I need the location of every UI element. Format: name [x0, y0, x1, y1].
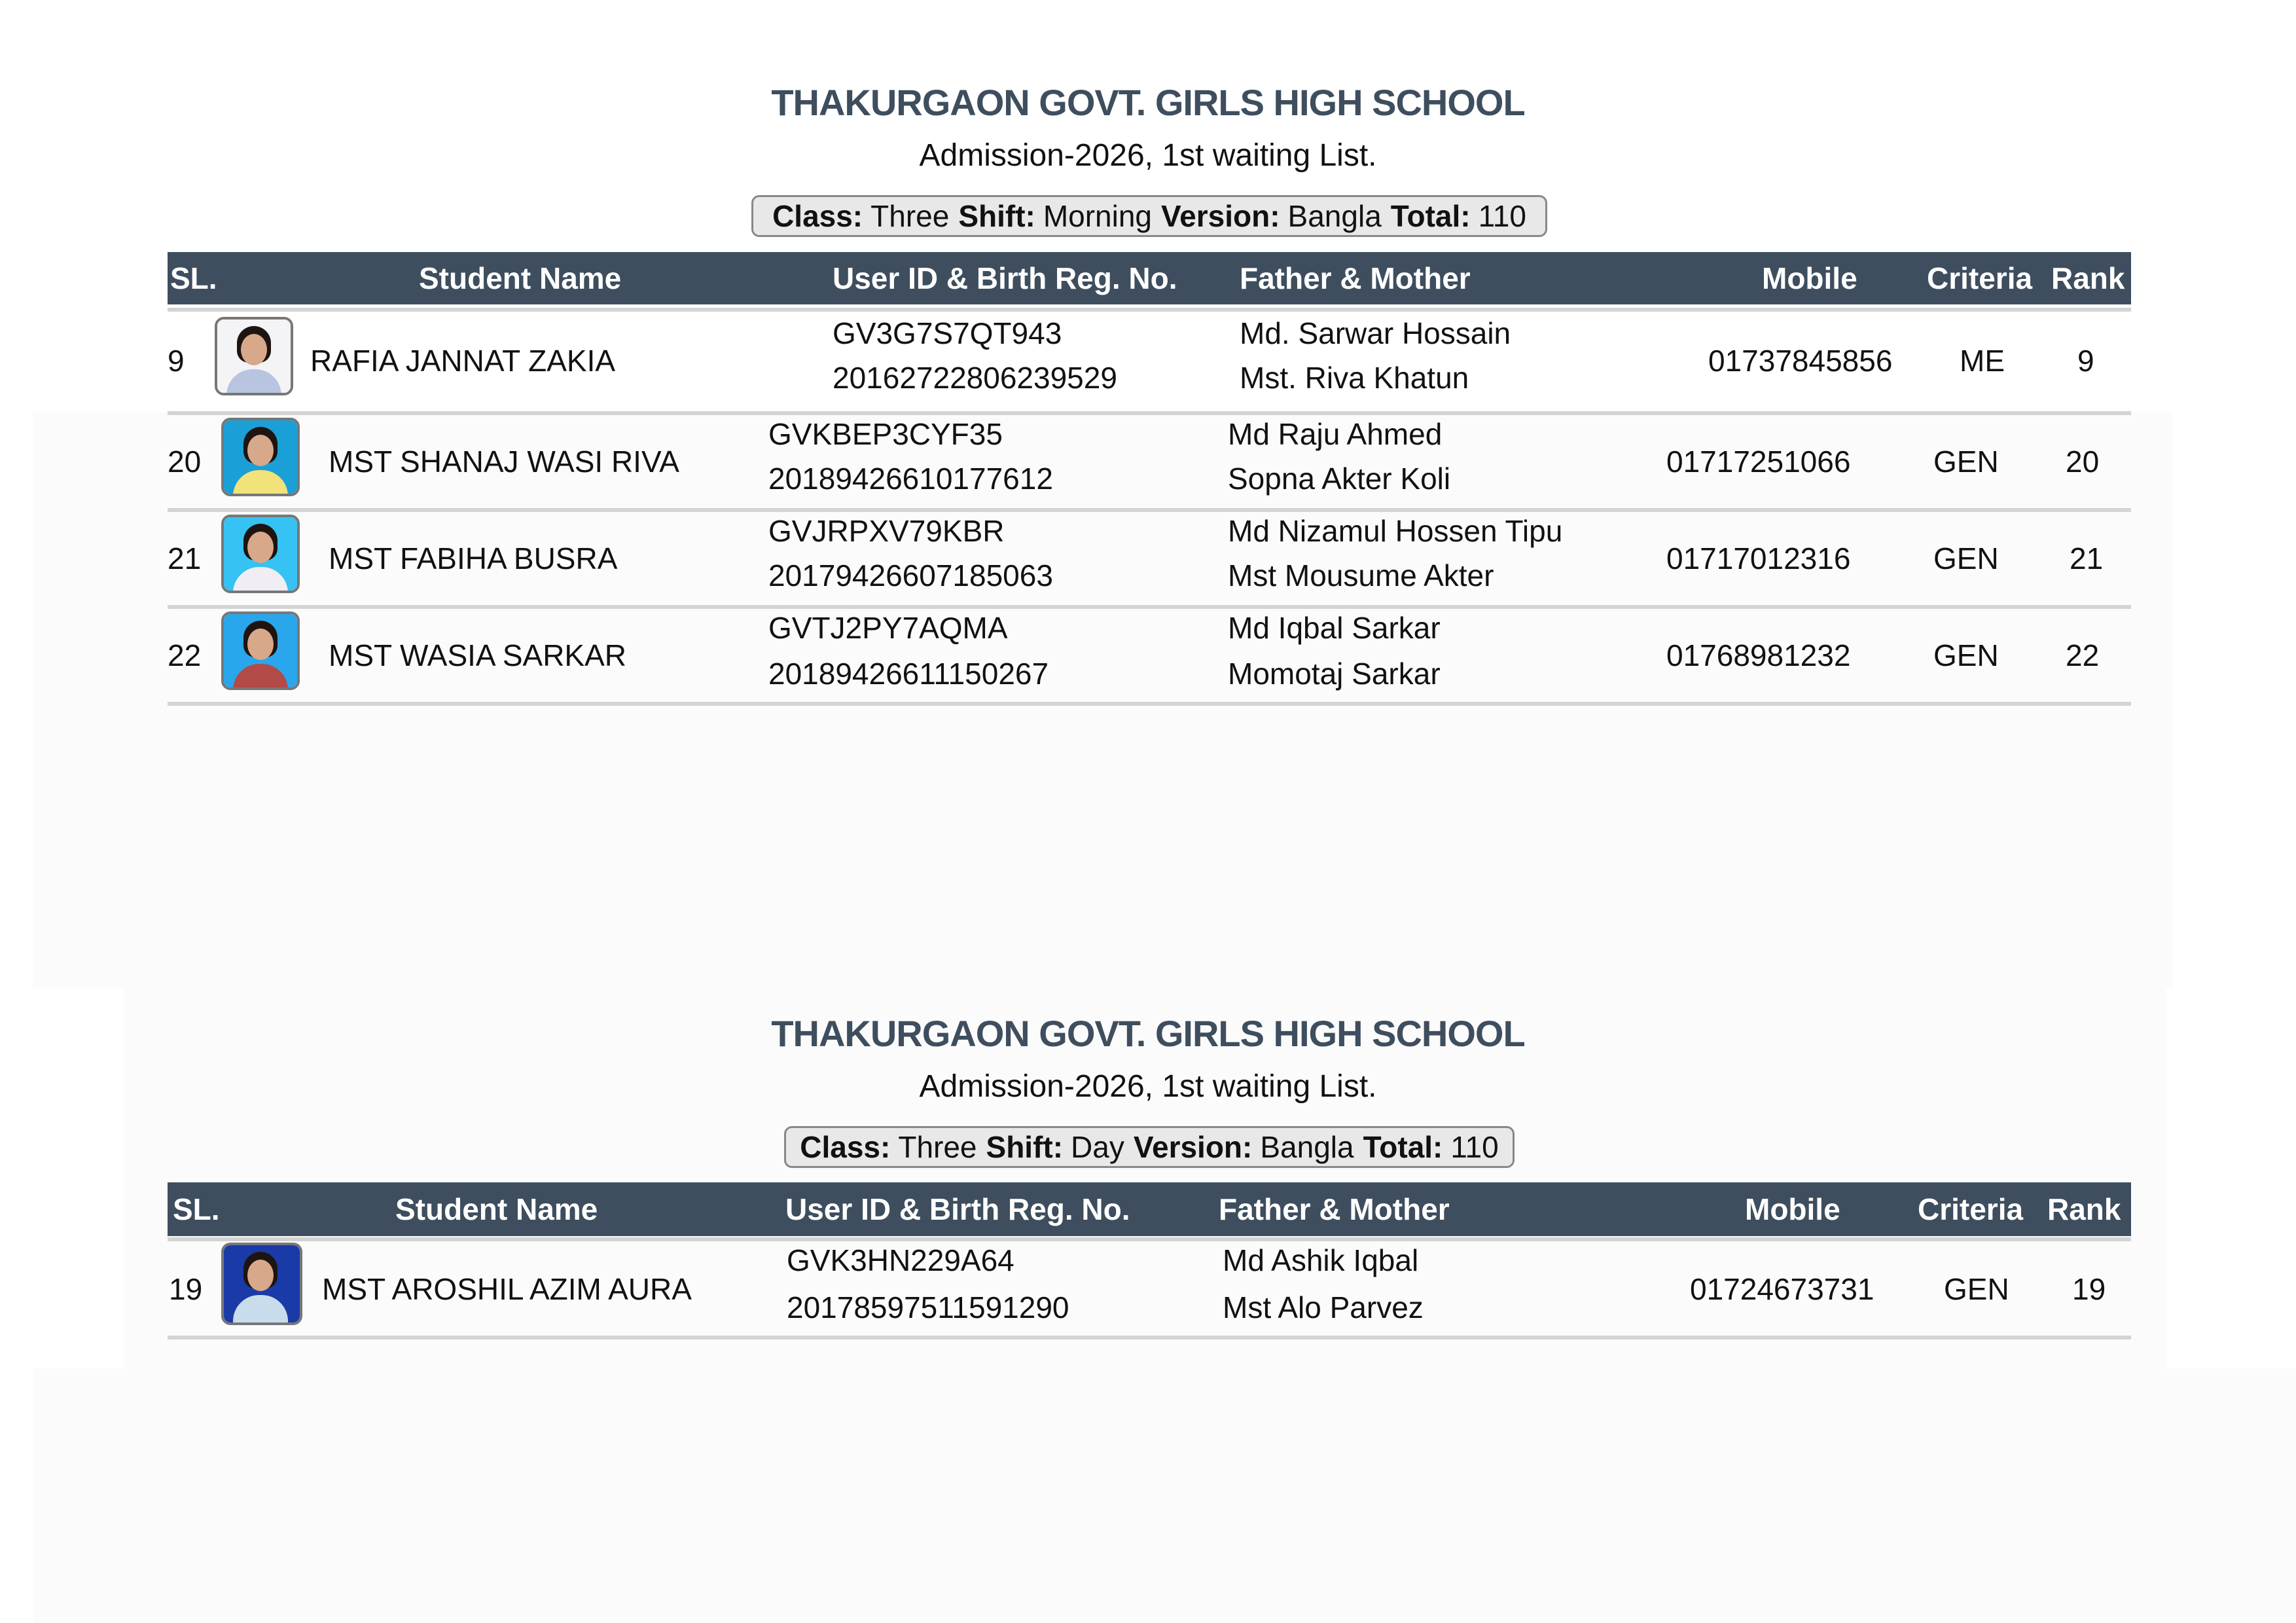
rank: 19	[2072, 1272, 2106, 1306]
sl-cell: 19	[169, 1272, 203, 1306]
father-name: Md Iqbal Sarkar	[1228, 611, 1441, 645]
list-subtitle: Admission-2026, 1st waiting List.	[919, 1069, 1377, 1104]
mobile: 01717012316	[1666, 541, 1851, 575]
col-header-mobile: Mobile	[1762, 261, 1857, 295]
shift-label: Shift:	[958, 199, 1035, 233]
birth-reg-no: 20178597511591290	[787, 1290, 1069, 1324]
mobile: 01724673731	[1690, 1272, 1874, 1306]
table-bottom-border	[168, 702, 2131, 706]
student-photo	[221, 418, 300, 496]
version-value: Bangla	[1287, 199, 1382, 233]
table-row	[168, 308, 2131, 412]
mobile: 01737845856	[1708, 344, 1893, 378]
col-header-father-mother: Father & Mother	[1219, 1192, 1450, 1226]
col-header-user-id: User ID & Birth Reg. No.	[833, 261, 1177, 295]
student-name: MST WASIA SARKAR	[329, 638, 626, 672]
mobile: 01717251066	[1666, 445, 1851, 479]
table-header	[168, 1182, 2131, 1236]
birth-reg-no: 20189426610177612	[768, 462, 1053, 496]
total-value: 110	[1450, 1130, 1499, 1164]
table-bottom-border	[168, 1336, 2131, 1340]
class-value: Three	[898, 1130, 977, 1164]
col-header-criteria: Criteria	[1927, 261, 2033, 295]
birth-reg-no: 20162722806239529	[833, 361, 1117, 395]
version-value: Bangla	[1260, 1130, 1354, 1164]
father-name: Md Raju Ahmed	[1228, 417, 1443, 451]
criteria: GEN	[1944, 1272, 2009, 1306]
father-name: Md. Sarwar Hossain	[1240, 316, 1511, 350]
col-header-student-name: Student Name	[395, 1192, 598, 1226]
mother-name: Mst. Riva Khatun	[1240, 361, 1469, 395]
sl-cell: 20	[168, 445, 202, 479]
col-header-rank: Rank	[2047, 1192, 2121, 1226]
class-value: Three	[870, 199, 950, 233]
father-name: Md Ashik Iqbal	[1223, 1243, 1419, 1277]
student-name: MST FABIHA BUSRA	[329, 541, 618, 575]
rank: 9	[2077, 344, 2094, 378]
col-header-mobile: Mobile	[1745, 1192, 1840, 1226]
user-id: GVJRPXV79KBR	[768, 514, 1005, 548]
page-tint	[33, 1368, 2296, 1623]
birth-reg-no: 20179426607185063	[768, 558, 1053, 593]
shift-value: Day	[1071, 1130, 1124, 1164]
mother-name: Mst Alo Parvez	[1223, 1290, 1424, 1324]
student-name: MST SHANAJ WASI RIVA	[329, 445, 679, 479]
sl-cell: 21	[168, 541, 202, 575]
total-value: 110	[1478, 199, 1526, 233]
user-id: GVTJ2PY7AQMA	[768, 611, 1008, 645]
list-subtitle: Admission-2026, 1st waiting List.	[919, 138, 1377, 173]
total-label: Total:	[1363, 1130, 1443, 1164]
class-info-box	[751, 195, 1547, 237]
rank: 22	[2066, 638, 2100, 672]
class-label: Class:	[800, 1130, 891, 1164]
mother-name: Sopna Akter Koli	[1228, 462, 1451, 496]
table-row	[168, 605, 2131, 703]
criteria: GEN	[1933, 541, 1999, 575]
table-row	[168, 508, 2131, 606]
student-photo	[221, 611, 300, 690]
rank: 21	[2070, 541, 2104, 575]
table-row	[168, 1237, 2131, 1340]
col-header-sl: SL.	[170, 261, 217, 295]
mobile: 01768981232	[1666, 638, 1851, 672]
class-label: Class:	[772, 199, 863, 233]
col-header-sl: SL.	[173, 1192, 220, 1226]
father-name: Md Nizamul Hossen Tipu	[1228, 514, 1563, 548]
criteria: GEN	[1933, 445, 1999, 479]
mother-name: Momotaj Sarkar	[1228, 657, 1441, 691]
user-id: GV3G7S7QT943	[833, 316, 1062, 350]
user-id: GVKBEP3CYF35	[768, 417, 1003, 451]
school-title: THAKURGAON GOVT. GIRLS HIGH SCHOOL	[771, 1013, 1525, 1054]
student-photo	[221, 1243, 302, 1325]
criteria: GEN	[1933, 638, 1999, 672]
col-header-user-id: User ID & Birth Reg. No.	[785, 1192, 1130, 1226]
shift-label: Shift:	[986, 1130, 1064, 1164]
class-info-box	[784, 1126, 1515, 1168]
student-photo	[215, 317, 293, 395]
school-title: THAKURGAON GOVT. GIRLS HIGH SCHOOL	[771, 82, 1525, 123]
col-header-rank: Rank	[2051, 261, 2125, 295]
rank: 20	[2066, 445, 2100, 479]
total-label: Total:	[1390, 199, 1471, 233]
sl-cell: 9	[168, 344, 185, 378]
col-header-criteria: Criteria	[1918, 1192, 2024, 1226]
sl-cell: 22	[168, 638, 202, 672]
col-header-student-name: Student Name	[419, 261, 622, 295]
user-id: GVK3HN229A64	[787, 1243, 1014, 1277]
table-row	[168, 411, 2131, 509]
version-label: Version:	[1161, 199, 1280, 233]
shift-value: Morning	[1043, 199, 1153, 233]
student-name: RAFIA JANNAT ZAKIA	[310, 344, 616, 378]
version-label: Version:	[1133, 1130, 1253, 1164]
col-header-father-mother: Father & Mother	[1240, 261, 1471, 295]
criteria: ME	[1960, 344, 2005, 378]
student-photo	[221, 515, 300, 593]
mother-name: Mst Mousume Akter	[1228, 558, 1494, 593]
table-header	[168, 252, 2131, 304]
birth-reg-no: 20189426611150267	[768, 657, 1049, 691]
student-name: MST AROSHIL AZIM AURA	[322, 1272, 692, 1306]
